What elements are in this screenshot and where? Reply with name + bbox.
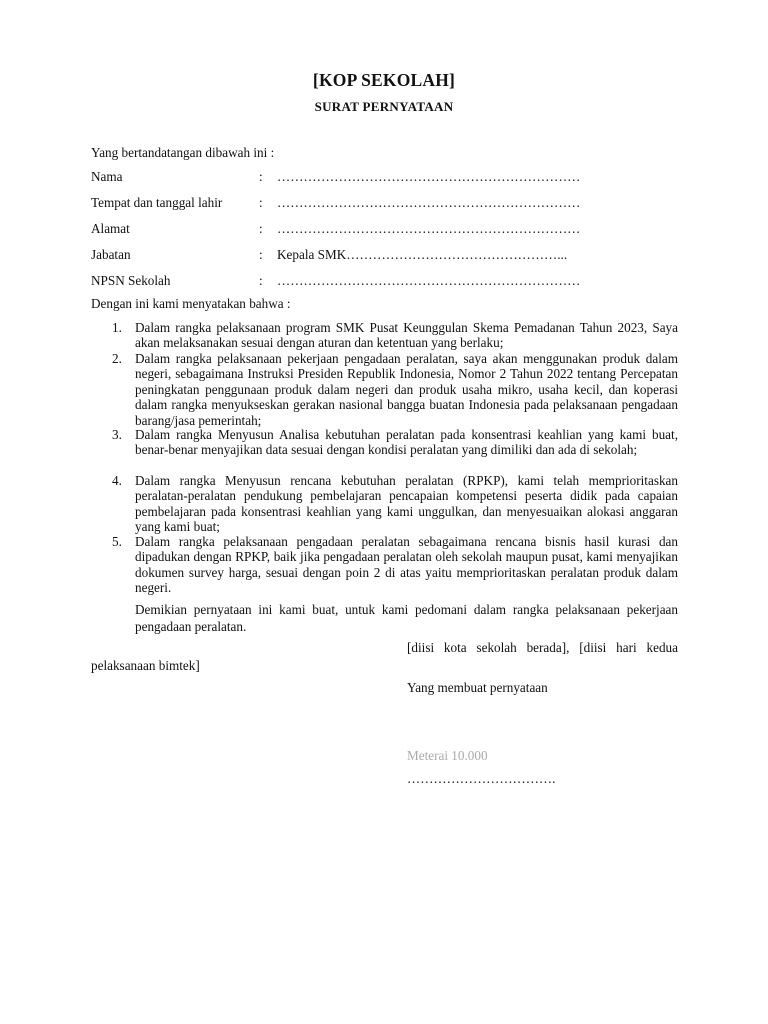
field-value-ttl: …………………………………………………………… [277,195,581,210]
field-value-npsn: …………………………………………………………… [277,273,581,288]
intro-text: Yang bertandatangan dibawah ini : [91,145,275,160]
field-label-ttl: Tempat dan tanggal lahir [91,195,223,210]
list-item: Dalam rangka Menyusun rencana kebutuhan peralatan (RPKP), kami telah memprioritaskan peralatan-peralatan pendukung pembelajaran pencapaian kompetensi peserta didik pada capaian pembelajaran pada konsentrasi keahlian yang kami unggulkan, dan menyesuaikan alokasi anggaran yang kami buat; [135,473,678,535]
list-item: Dalam rangka pelaksanaan pekerjaan pengadaan peralatan, saya akan menggunakan produk dalam negeri, sebagaimana Instruksi Presiden Republik Indonesia, Nomor 2 Tahun 2022 tentang Percepatan peningkatan penggunaan produk dalam negeri dan produk usaha mikro, usaha kecil, dan koperasi dalam rangka menyukseskan gerakan nasional bangga buatan Indonesia pada pelaksanaan pengadaan barang/jasa pemerintah; [135,351,678,428]
place-date-line: [diisi kota sekolah berada], [diisi hari kedua pelaksanaan bimtek] [91,640,678,673]
field-value-jabatan: Kepala SMK…………………………………………... [277,247,568,262]
field-value-alamat: …………………………………………………………… [277,221,581,236]
field-colon: : [259,169,263,184]
field-colon: : [259,221,263,236]
list-item: Dalam rangka pelaksanaan program SMK Pusat Keunggulan Skema Pemadanan Tahun 2023, Saya akan melaksanakan sesuai dengan aturan dan ketentuan yang berlaku; [135,320,678,351]
list-number: 4. [112,473,122,488]
list-number: 5. [112,534,122,549]
field-label-npsn: NPSN Sekolah [91,273,171,288]
field-label-jabatan: Jabatan [91,247,131,262]
signatory-label: Yang membuat pernyataan [407,680,548,695]
list-number: 2. [112,351,122,366]
field-label-alamat: Alamat [91,221,130,236]
field-label-nama: Nama [91,169,123,184]
document-title: SURAT PERNYATAAN [314,99,454,114]
field-value-nama: …………………………………………………………… [277,169,581,184]
signature-name-line: ……………………………. [407,771,556,786]
kop-sekolah-header: [KOP SEKOLAH] [312,70,456,90]
declaration-intro: Dengan ini kami menyatakan bahwa : [91,296,291,311]
field-colon: : [259,247,263,262]
field-colon: : [259,195,263,210]
list-number: 3. [112,427,122,442]
list-item: Dalam rangka Menyusun Analisa kebutuhan peralatan pada konsentrasi keahlian yang kami buat, benar-benar menyajikan data sesuai dengan kondisi peralatan yang dimiliki dan ada di sekolah; [135,427,678,458]
list-number: 1. [112,320,122,335]
field-colon: : [259,273,263,288]
list-item: Dalam rangka pelaksanaan pengadaan peralatan sebagaimana rencana bisnis hasil kurasi dan dipadukan dengan RPKP, baik jika pengadaan peralatan oleh sekolah maupun pusat, kami menyajikan dokumen survey harga, sesuai dengan poin 2 di atas yaitu memprioritaskan peralatan produk dalam negeri. [135,534,678,596]
closing-paragraph: Demikian pernyataan ini kami buat, untuk kami pedomani dalam rangka pelaksanaan pekerjaan pengadaan peralatan. [135,602,678,634]
stamp-placeholder: Meterai 10.000 [407,748,488,763]
